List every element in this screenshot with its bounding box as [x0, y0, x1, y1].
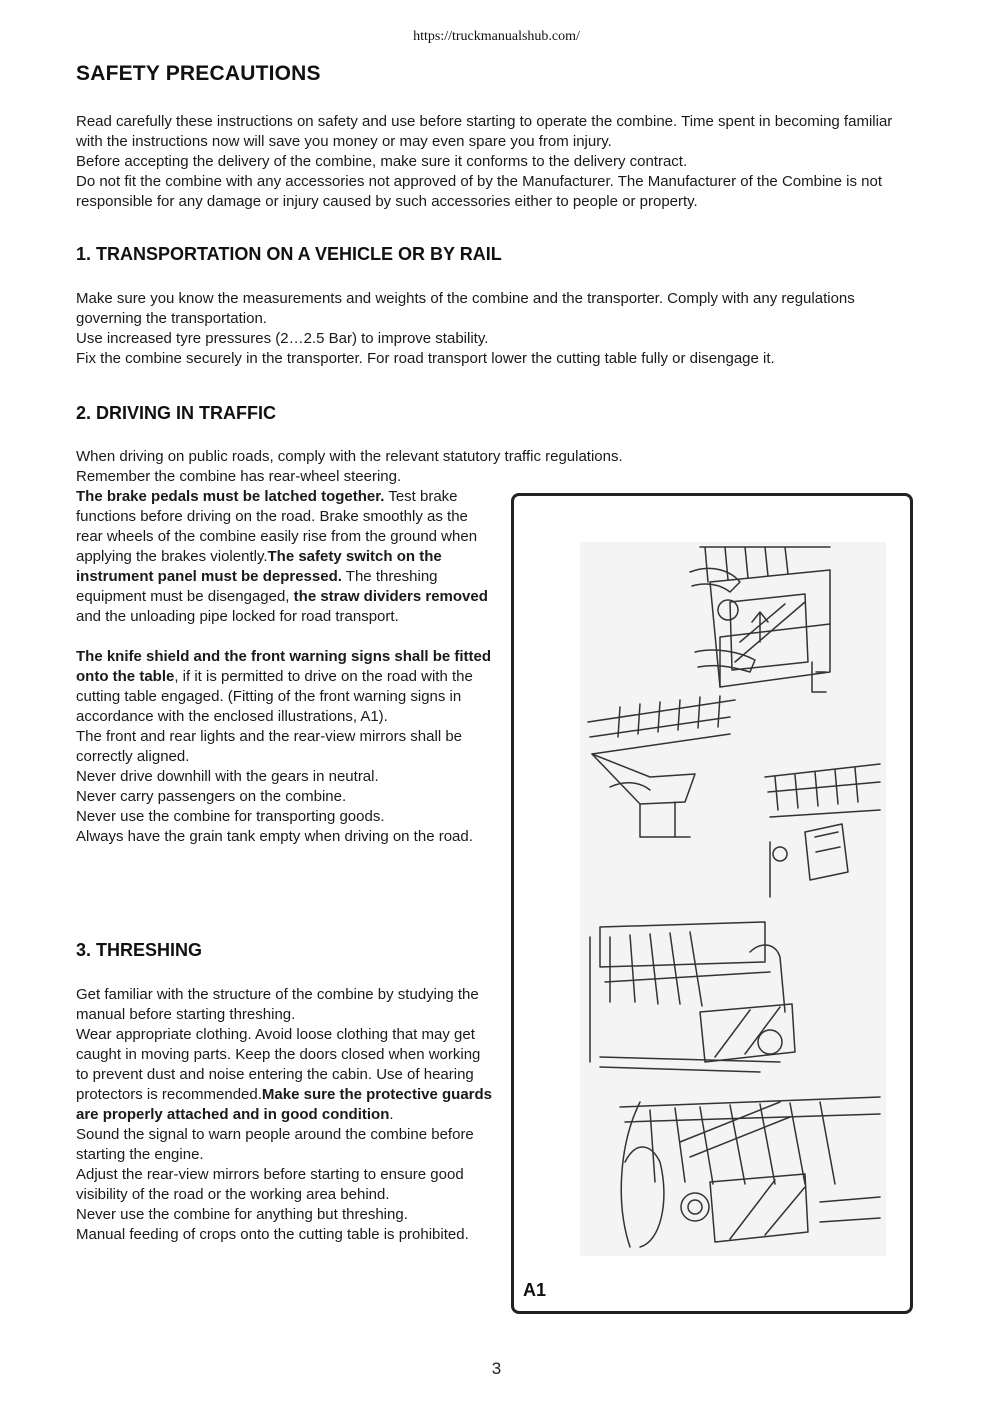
section-3-line-threshing-only: Never use the combine for anything but threshing. [76, 1206, 408, 1223]
guards-end: . [389, 1106, 394, 1123]
section-2-line-passengers: Never carry passengers on the combine. [76, 788, 347, 805]
safety-switch-warning: The safety switch on the instrument panel must be depressed. [76, 548, 442, 585]
section-3-heading: 3. THRESHING [76, 940, 203, 960]
page-number: 3 [491, 1359, 502, 1378]
section-2-heading: 2. DRIVING IN TRAFFIC [76, 403, 277, 423]
unloading-text: and the unloading pipe locked for road transport. [76, 608, 399, 625]
figure-a1 [511, 493, 913, 1314]
section-2-brake-paragraph [76, 487, 496, 627]
combine-warning-sign-fitting-icon [580, 542, 886, 1256]
section-3-line-1: Get familiar with the structure of the combine by studying the manual before starting threshing. [76, 986, 479, 1023]
intro-line-1: Read carefully these instructions on safety and use before starting to operate the combine. Time spent in becoming familiar with the instructions now will save you money or may even spare you from injury. [76, 113, 893, 150]
section-2-line-goods: Never use the combine for transporting goods. [76, 808, 385, 825]
intro-paragraph [76, 112, 916, 212]
section-2-knife-paragraph [76, 647, 496, 727]
section-3-body [76, 985, 496, 1245]
intro-line-2: Before accepting the delivery of the combine, make sure it conforms to the delivery contract. [76, 153, 688, 170]
threshing-text: The threshing equipment must be disengaged, [76, 568, 438, 605]
figure-label: A1 [523, 1280, 547, 1300]
straw-dividers-warning: the straw dividers removed [293, 588, 488, 605]
section-1-paragraph [76, 289, 916, 369]
section-1-line-1: Make sure you know the measurements and weights of the combine and the transporter. Comply with any regulations governing the transportation. [76, 290, 855, 327]
section-1-heading: 1. TRANSPORTATION ON A VEHICLE OR BY RAIL [76, 244, 502, 264]
section-2-body [76, 467, 496, 847]
spacer [76, 627, 496, 647]
clothing-text: Wear appropriate clothing. Avoid loose clothing that may get caught in moving parts. Keep the doors closed when working to prevent dust and noise entering the cabin. Use of hearing protectors is recommended. [76, 1026, 481, 1103]
brake-pedals-warning: The brake pedals must be latched together. [76, 488, 385, 505]
section-2-line-1: When driving on public roads, comply with the relevant statutory traffic regulations. [76, 448, 623, 465]
protective-guards-warning: Make sure the protective guards are properly attached and in good condition [76, 1086, 492, 1123]
section-3-line-manual-feeding: Manual feeding of crops onto the cutting table is prohibited. [76, 1226, 469, 1243]
knife-shield-text: , if it is permitted to drive on the road with the cutting table engaged. (Fitting of the front warning signs in accordance with the enclosed illustrations, A1). [76, 668, 473, 725]
section-2-line-lights: The front and rear lights and the rear-view mirrors shall be correctly aligned. [76, 728, 463, 765]
section-1-line-2: Use increased tyre pressures (2…2.5 Bar) to improve stability. [76, 330, 489, 347]
section-1-line-3: Fix the combine securely in the transporter. For road transport lower the cutting table fully or disengage it. [76, 350, 775, 367]
section-3-line-signal: Sound the signal to warn people around the combine before starting the engine. [76, 1126, 474, 1163]
section-2-line-downhill: Never drive downhill with the gears in neutral. [76, 768, 379, 785]
section-3-line-mirrors: Adjust the rear-view mirrors before starting to ensure good visibility of the road or the working area behind. [76, 1166, 464, 1203]
section-2-line-2: Remember the combine has rear-wheel steering. [76, 468, 402, 485]
knife-shield-warning: The knife shield and the front warning signs shall be fitted onto the table [76, 648, 492, 685]
brake-text: Test brake functions before driving on the road. Brake smoothly as the rear wheels of the combine easily rise from the ground when applying the brakes violently. [76, 488, 478, 565]
section-3-clothing-paragraph [76, 1025, 496, 1125]
source-url: https://truckmanualshub.com/ [413, 29, 580, 44]
section-2-line-grain-tank: Always have the grain tank empty when driving on the road. [76, 828, 473, 845]
page-title: SAFETY PRECAUTIONS [76, 62, 321, 85]
intro-line-3: Do not fit the combine with any accessories not approved of by the Manufacturer. The Manufacturer of the Combine is not responsible for any damage or injury caused by such accessories either to people or property. [76, 173, 882, 210]
